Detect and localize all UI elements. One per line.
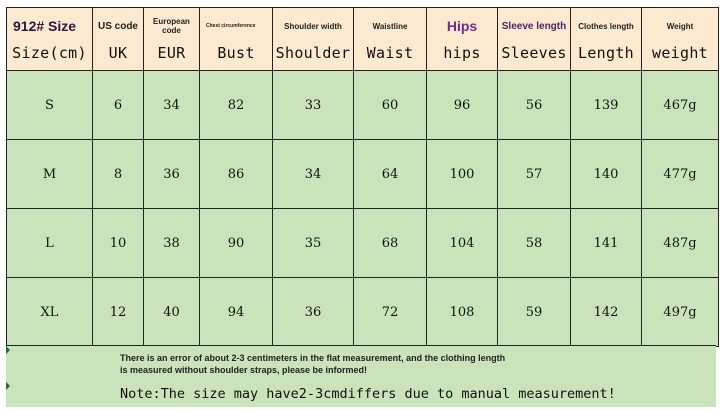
note-main: Note:The size may have2-3cmdiffers due to manual measurement! [120,386,616,402]
header-cell-weight [642,8,719,71]
header-main-label: Size(cm) [12,44,87,62]
sleeves-cell: 57 [498,140,571,209]
eur-cell: 36 [144,140,200,209]
header-cell-uk [93,8,144,71]
length-cell: 141 [571,209,642,278]
bust-cell: 86 [200,140,273,209]
table-row [7,71,719,140]
bust-cell: 82 [200,71,273,140]
header-cell-eur [144,8,200,71]
table-row [7,278,719,347]
weight-cell: 477g [642,140,719,209]
header-main-label: Waist [366,44,414,62]
weight-cell: 487g [642,209,719,278]
sleeves-cell: 58 [498,209,571,278]
weight-cell: 497g [642,278,719,347]
length-cell: 140 [571,140,642,209]
hips-cell: 96 [427,71,498,140]
shoulder-cell: 34 [273,140,354,209]
header-cell-length [571,8,642,71]
weight-cell: 467g [642,71,719,140]
note-line-1: There is an error of about 2-3 centimeters in the flat measurement, and the clothing length [120,353,506,363]
header-main-label: weight [652,44,708,62]
shoulder-cell: 36 [273,278,354,347]
header-main-label: hips [443,44,481,62]
size-cell: S [7,71,93,140]
size-cell: L [7,209,93,278]
bust-cell: 94 [200,278,273,347]
note-disclaimer [120,352,590,376]
uk-cell: 12 [93,278,144,347]
bust-cell: 90 [200,209,273,278]
note-block [6,345,716,407]
uk-cell: 6 [93,71,144,140]
header-cell-hips [427,8,498,71]
header-small-label: Shoulder width [284,21,342,31]
header-main-label: Length [578,44,634,62]
waist-cell: 64 [354,140,427,209]
shoulder-cell: 35 [273,209,354,278]
header-small-label: European code [153,17,190,35]
header-row [7,8,719,71]
sleeves-cell: 56 [498,71,571,140]
waist-cell: 72 [354,278,427,347]
header-small-label: Weight [666,21,694,31]
header-small-label: Sleeve length [501,20,567,32]
header-main-label: Sleeves [501,44,567,62]
header-main-label: Bust [217,44,255,62]
size-table [6,7,719,347]
uk-cell: 8 [93,140,144,209]
header-cell-waist [354,8,427,71]
header-cell-size [7,8,93,71]
size-cell: XL [7,278,93,347]
header-small-label: Chest circumference [206,23,256,29]
hips-cell: 104 [427,209,498,278]
header-small-label: 912# Size [13,17,77,34]
hips-cell: 108 [427,278,498,347]
shoulder-cell: 33 [273,71,354,140]
header-main-label: EUR [157,44,186,62]
sleeves-cell: 59 [498,278,571,347]
eur-cell: 40 [144,278,200,347]
eur-cell: 34 [144,71,200,140]
hips-cell: 100 [427,140,498,209]
waist-cell: 68 [354,209,427,278]
header-main-label: UK [108,44,128,62]
table-row [7,140,719,209]
table-row [7,209,719,278]
header-small-label: Waistline [372,21,408,31]
header-cell-bust [200,8,273,71]
length-cell: 139 [571,71,642,140]
header-small-label: Hips [446,17,478,34]
header-small-label: US code [97,20,138,32]
header-small-label: Clothes length [578,21,634,31]
size-chart [6,7,718,347]
header-cell-sleeves [498,8,571,71]
size-cell: M [7,140,93,209]
header-cell-shoulder [273,8,354,71]
length-cell: 142 [571,278,642,347]
corner-triangle-icon [6,346,10,354]
eur-cell: 38 [144,209,200,278]
waist-cell: 60 [354,71,427,140]
corner-triangle-icon [6,382,10,390]
uk-cell: 10 [93,209,144,278]
header-main-label: Shoulder [275,44,351,62]
note-line-2: is measured without shoulder straps, please be informed! [120,365,368,375]
